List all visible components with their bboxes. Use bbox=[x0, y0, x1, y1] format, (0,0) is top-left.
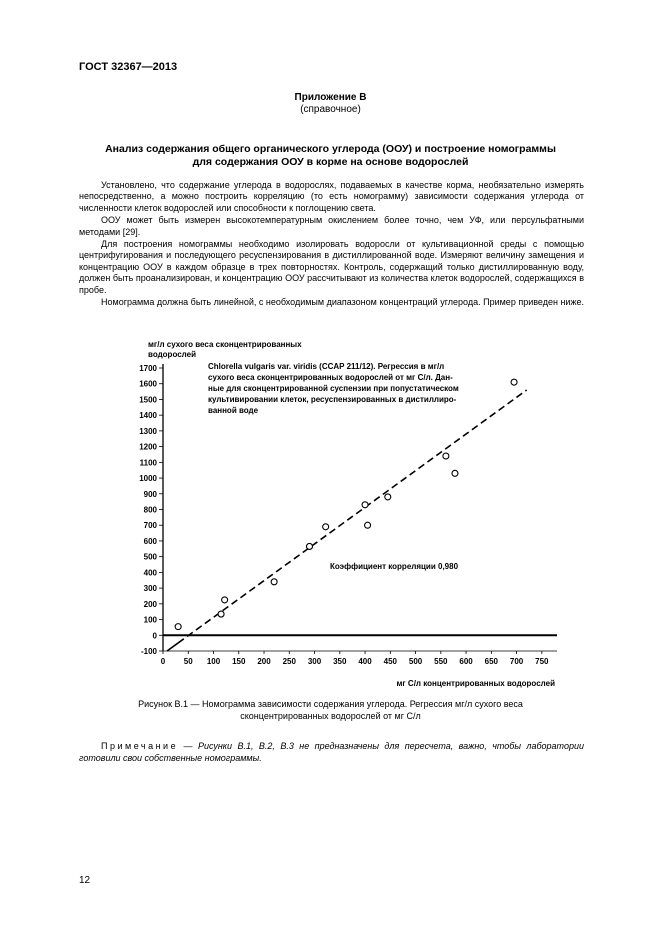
section-title-line-2: для содержания ООУ в корме на основе водорослей bbox=[192, 156, 469, 168]
data-point bbox=[218, 611, 224, 617]
x-tick-label: 700 bbox=[509, 657, 524, 666]
x-tick-label: 600 bbox=[459, 657, 473, 666]
y-tick-label: 1600 bbox=[139, 379, 157, 389]
y-tick-label: 700 bbox=[143, 521, 157, 531]
y-tick-label: 1500 bbox=[139, 395, 157, 405]
y-tick-label: 900 bbox=[143, 489, 157, 499]
x-tick-label: 650 bbox=[484, 657, 499, 666]
data-point bbox=[511, 379, 517, 385]
y-tick-label: 1200 bbox=[139, 442, 157, 452]
x-tick-label: 400 bbox=[358, 657, 372, 666]
y-tick-label: 200 bbox=[143, 599, 157, 609]
y-tick-label: 300 bbox=[143, 584, 157, 594]
x-tick-label: 750 bbox=[535, 657, 549, 666]
y-tick-label: 1300 bbox=[139, 426, 157, 436]
y-axis-label-line-2: водорослей bbox=[148, 350, 197, 359]
y-tick-label: 1400 bbox=[139, 411, 157, 421]
data-point bbox=[365, 522, 371, 528]
annotation-line-1: Chlorella vulgaris var. viridis (CCAP 211/12). Регрессия в мг/л bbox=[208, 362, 445, 371]
x-tick-label: 500 bbox=[408, 657, 423, 666]
data-point bbox=[323, 524, 329, 530]
paragraph-3: Для построения номограммы необходимо изолировать водоросли от культивационной среды с помощью центрифугирования и последующего ресуспензирования в дистиллированной воде. Измеряют величину замещения и концентрацию ООУ в каждом образце в трех повторностях. Контроль, содержащий только дистиллированную воду, должен быть проанализирован, и концентрацию ООУ рассчитывают из количества клеток водорослей, содержащихся в пробе. bbox=[79, 239, 584, 295]
paragraph-4: Номограмма должна быть линейной, с необходимым диапазоном концентраций углерода. Пример приведен ниже. bbox=[101, 297, 584, 308]
chart-ticks bbox=[139, 364, 549, 666]
y-tick-label: 800 bbox=[143, 505, 157, 515]
x-tick-label: 50 bbox=[183, 657, 193, 666]
correlation-label: Коэффициент корреляции 0,980 bbox=[330, 562, 459, 571]
y-axis-label-line-1: мг/л сухого веса сконцентрированных bbox=[148, 340, 302, 349]
note-label: Примечание bbox=[101, 741, 179, 751]
figure-caption bbox=[0, 698, 661, 722]
data-point bbox=[175, 624, 181, 630]
page-number: 12 bbox=[79, 875, 91, 886]
y-tick-label: 500 bbox=[143, 552, 157, 562]
data-point bbox=[306, 543, 312, 549]
annotation-line-3: ные для сконцентрированной суспензии при попустатическом bbox=[208, 384, 459, 393]
paragraph-2: ООУ может быть измерен высокотемпературным окислением более точно, чем УФ, или персульфатными методами [29]. bbox=[79, 215, 584, 237]
chart-annotation bbox=[208, 362, 459, 415]
x-tick-label: 350 bbox=[333, 657, 347, 666]
data-point bbox=[271, 579, 277, 585]
annotation-line-2: сухого веса сконцентрированных водорослей от мг С/л. Дан- bbox=[208, 373, 453, 382]
figure-caption-line-1: Рисунок В.1 — Номограмма зависимости содержания углерода. Регрессия мг/л сухого веса bbox=[138, 699, 523, 709]
figure-caption-line-2: сконцентрированных водорослей от мг С/л bbox=[240, 711, 421, 721]
data-points bbox=[175, 379, 517, 629]
x-tick-label: 550 bbox=[434, 657, 448, 666]
data-point bbox=[362, 502, 368, 508]
x-tick-label: 200 bbox=[257, 657, 271, 666]
y-tick-label: 600 bbox=[143, 536, 157, 546]
x-tick-label: 250 bbox=[282, 657, 296, 666]
x-tick-label: 100 bbox=[206, 657, 221, 666]
x-axis-label: мг С/л концентрированных водорослей bbox=[396, 679, 555, 688]
annotation-line-5: ванной воде bbox=[208, 406, 259, 415]
standard-header: ГОСТ 32367—2013 bbox=[79, 61, 178, 73]
x-tick-label: 450 bbox=[383, 657, 397, 666]
x-tick-label: 300 bbox=[307, 657, 322, 666]
data-point bbox=[443, 453, 449, 459]
regression-solid-segment bbox=[167, 643, 178, 651]
y-tick-label: 1000 bbox=[139, 474, 157, 484]
x-tick-label: 0 bbox=[160, 657, 166, 666]
y-tick-label: 100 bbox=[143, 615, 157, 625]
note bbox=[79, 740, 584, 764]
regression-dashed-segment bbox=[178, 390, 527, 643]
appendix-title: Приложение В bbox=[294, 92, 367, 103]
appendix-subtitle: (справочное) bbox=[300, 104, 361, 115]
data-point bbox=[452, 470, 458, 476]
y-tick-label: 400 bbox=[143, 568, 157, 578]
data-point bbox=[222, 597, 228, 603]
note-text: Рисунки В.1, В.2, В.3 не предназначены для пересчета, важно, чтобы лаборатории готовили свои собственные номограммы. bbox=[79, 741, 584, 763]
y-tick-label: -100 bbox=[140, 647, 157, 656]
paragraph-1: Установлено, что содержание углерода в водорослях, подаваемых в качестве корма, необязательно измерять непосредственно, а можно построить корреляцию (то есть номограмму) зависимости содержания углерода от численности клеток водорослей или способности к поглощению света. bbox=[79, 180, 584, 213]
y-tick-label: 1100 bbox=[139, 458, 157, 468]
data-point bbox=[385, 494, 391, 500]
section-title-line-1: Анализ содержания общего органического углерода (ООУ) и построение номограммы bbox=[105, 143, 556, 155]
y-tick-label: 0 bbox=[152, 631, 157, 641]
annotation-line-4: культивировании клеток, ресуспензированных в дистиллиро- bbox=[208, 395, 457, 404]
x-tick-label: 150 bbox=[232, 657, 246, 666]
note-dash: — bbox=[178, 741, 198, 751]
y-tick-label: 1700 bbox=[139, 364, 157, 373]
